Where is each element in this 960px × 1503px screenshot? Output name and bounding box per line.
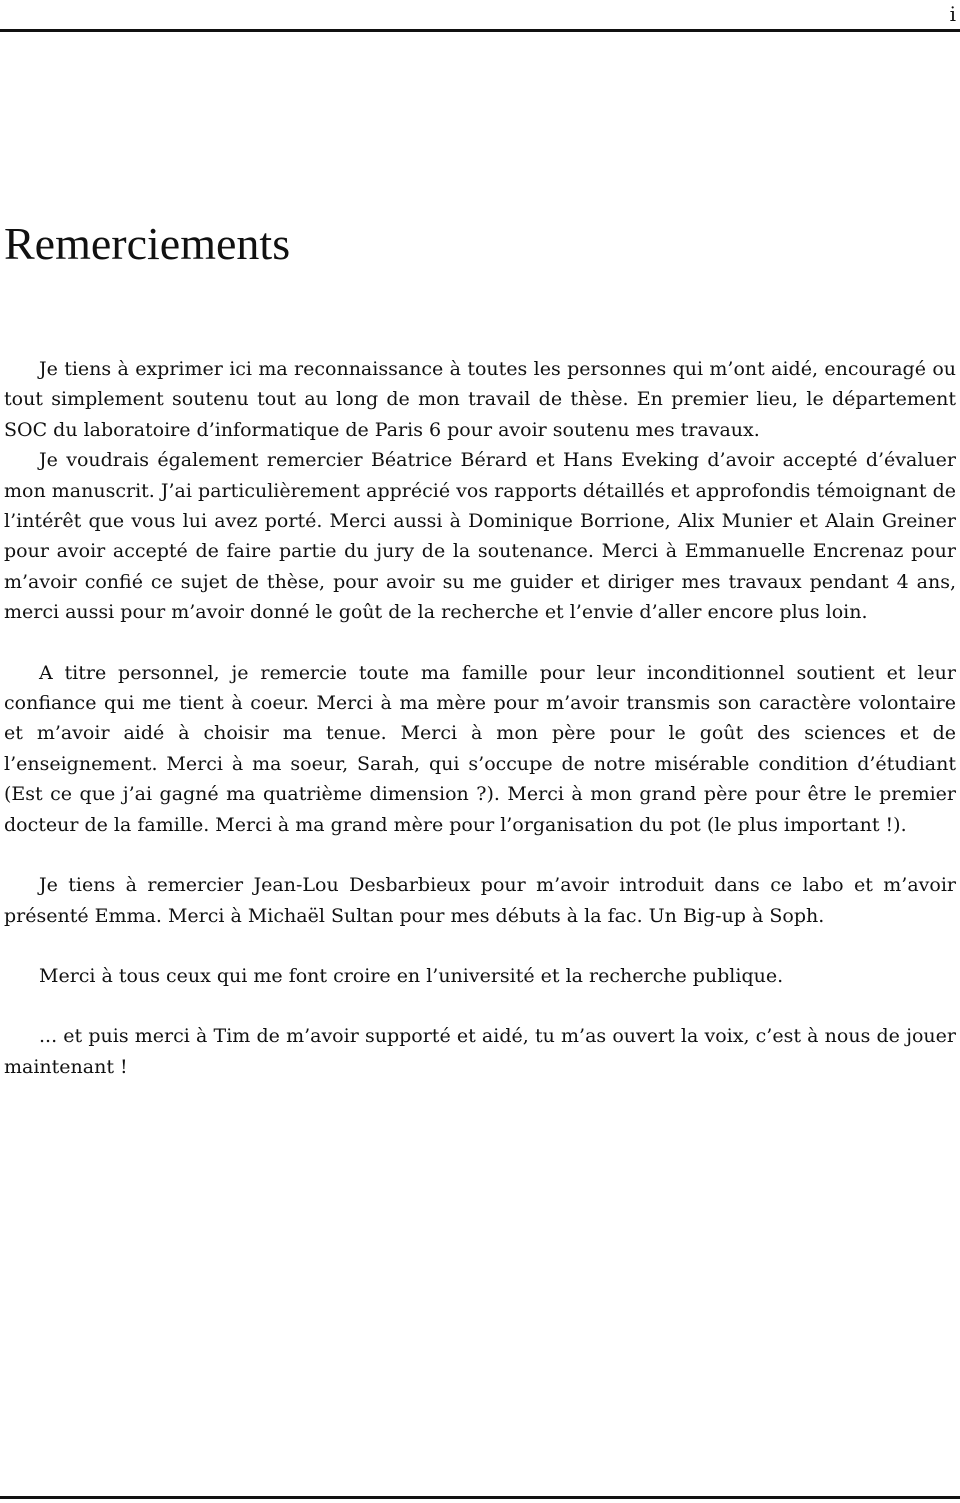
paragraph-spacer bbox=[4, 991, 956, 1021]
paragraph-family: A titre personnel, je remercie toute ma famille pour leur inconditionnel soutient et leur confiance qui me tient à coeur. Merci à ma mère pour m’avoir transmis son caractère volontaire et m’avoir aidé à choisir ma tenue. Merci à mon père pour le goût des sciences et de l’enseignement. Merci à ma soeur, Sarah, qui s’occupe de notre misérable condition d’étudiant (Est ce que j’ai gagné ma quatrième dimension ?). Merci à mon grand père pour être le premier docteur de la famille. Merci à ma grand mère pour l’organisation du pot (le plus important !). bbox=[4, 661, 956, 836]
paragraph-spacer bbox=[4, 840, 956, 870]
page-number: i bbox=[949, 2, 956, 26]
page-title: Remerciements bbox=[4, 218, 291, 269]
footer-rule bbox=[0, 1496, 960, 1499]
paragraph-university: Merci à tous ceux qui me font croire en l’université et la recherche publique. bbox=[39, 964, 784, 987]
paragraph-closing: ... et puis merci à Tim de m’avoir supporté et aidé, tu m’as ouvert la voix, c’est à nous de jouer maintenant ! bbox=[4, 1025, 956, 1078]
header-rule bbox=[0, 29, 960, 32]
paragraph-jury: Je voudrais également remercier Béatrice Bérard et Hans Eveking d’avoir accepté d’évaluer mon manuscrit. J’ai particulièrement apprécié vos rapports détaillés et approfondis témoignant de l’intérêt que vous lui avez porté. Merci aussi à Dominique Borrione, Alix Munier et Alain Greiner pour avoir accepté de faire partie du jury de la soutenance. Merci à Emmanuelle Encrenaz pour m’avoir confié ce sujet de thèse, pour avoir su me guider et diriger mes travaux pendant 4 ans, merci aussi pour m’avoir donné le goût de la recherche et l’envie d’aller encore plus loin. bbox=[4, 449, 956, 624]
paragraph-colleagues: Je tiens à remercier Jean-Lou Desbarbieux pour m’avoir introduit dans ce labo et m’avoir présenté Emma. Merci à Michaël Sultan pour mes débuts à la fac. Un Big-up à Soph. bbox=[4, 874, 956, 927]
paragraph-department: Je tiens à exprimer ici ma reconnaissance à toutes les personnes qui m’ont aidé, encouragé ou tout simplement soutenu tout au long de mon travail de thèse. En premier lieu, le département SOC du laboratoire d’informatique de Paris 6 pour avoir soutenu mes travaux. bbox=[4, 358, 956, 441]
paragraph-spacer bbox=[4, 931, 956, 961]
paragraph-spacer bbox=[4, 628, 956, 658]
acknowledgements-body bbox=[4, 354, 956, 1082]
